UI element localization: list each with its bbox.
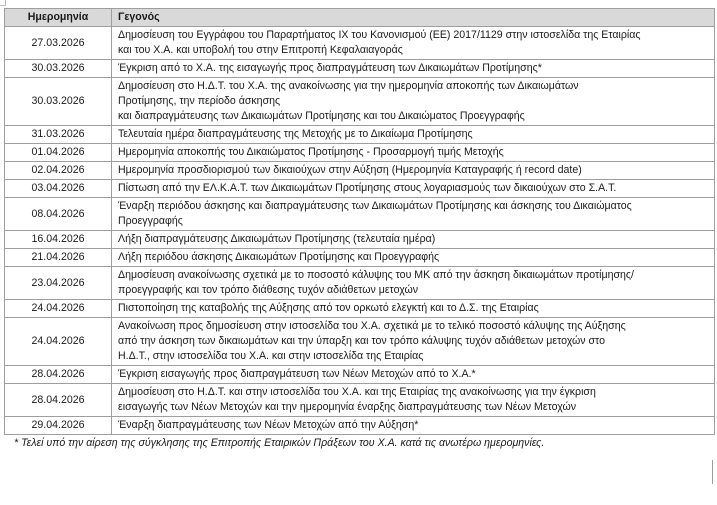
event-line: προεγγραφής και τον τρόπο διάθεσης τυχόν αδιάθετων μετοχών — [118, 284, 419, 296]
table-row — [5, 366, 715, 384]
row-event — [112, 231, 715, 249]
row-date: 23.04.2026 — [5, 267, 112, 300]
table-row — [5, 318, 715, 366]
table-row — [5, 126, 715, 144]
row-event — [112, 267, 715, 300]
row-event — [112, 60, 715, 78]
event-line: Πιστοποίηση της καταβολής της Αύξησης από τον ορκωτό ελεγκτή και το Δ.Σ. της Εταιρίας — [118, 302, 539, 314]
event-line: και διαπραγμάτευσης των Δικαιωμάτων Προτίμησης και του Δικαιώματος Προεγγραφής — [118, 110, 525, 122]
row-date: 29.04.2026 — [5, 417, 112, 435]
timetable-table — [4, 8, 715, 435]
row-event — [112, 27, 715, 60]
event-line: Πίστωση από την ΕΛ.Κ.Α.Τ. των Δικαιωμάτων Προτίμησης στους λογαριασμούς των δικαιούχων στο Σ.Α.Τ. — [118, 182, 617, 194]
row-event — [112, 417, 715, 435]
row-date: 27.03.2026 — [5, 27, 112, 60]
table-body — [5, 27, 715, 435]
table-row — [5, 198, 715, 231]
row-date: 16.04.2026 — [5, 231, 112, 249]
row-event — [112, 300, 715, 318]
table-row — [5, 231, 715, 249]
row-event — [112, 162, 715, 180]
row-date: 28.04.2026 — [5, 384, 112, 417]
header-date: Ημερομηνία — [5, 9, 112, 27]
row-date: 24.04.2026 — [5, 318, 112, 366]
event-line: Τελευταία ημέρα διαπραγμάτευσης της Μετοχής με το Δικαίωμα Προτίμησης — [118, 128, 473, 140]
event-line: Δημοσίευση του Εγγράφου του Παραρτήματος IX του Κανονισμού (ΕΕ) 2017/1129 στην ιστοσελίδα της Εταιρίας — [118, 29, 641, 41]
row-date: 30.03.2026 — [5, 60, 112, 78]
table-row — [5, 78, 715, 126]
header-event: Γεγονός — [112, 9, 715, 27]
row-date: 03.04.2026 — [5, 180, 112, 198]
row-date: 08.04.2026 — [5, 198, 112, 231]
event-line: Έναρξη περιόδου άσκησης και διαπραγμάτευσης των Δικαιωμάτων Προτίμησης και άσκησης του Δικαιώματος — [118, 200, 632, 212]
event-line: Δημοσίευση ανακοίνωσης σχετικά με το ποσοστό κάλυψης του ΜΚ από την άσκηση δικαιωμάτων προτίμησης/ — [118, 269, 634, 281]
event-line: Ημερομηνία αποκοπής του Δικαιώματος Προτίμησης - Προσαρμογή τιμής Μετοχής — [118, 146, 504, 158]
event-line: Ημερομηνία προσδιορισμού των δικαιούχων στην Αύξηση (Ημερομηνία Καταγραφής ή record date) — [118, 164, 582, 176]
event-line: Προεγγραφής — [118, 215, 183, 227]
table-row — [5, 144, 715, 162]
table-row — [5, 249, 715, 267]
event-line: Δημοσίευση στο Η.Δ.Τ. και στην ιστοσελίδα του Χ.Α. και της Εταιρίας της ανακοίνωσης για την έγκριση — [118, 386, 596, 398]
event-line: Λήξη περιόδου άσκησης Δικαιωμάτων Προτίμησης και Προεγγραφής — [118, 251, 440, 263]
table-row — [5, 27, 715, 60]
row-event — [112, 318, 715, 366]
event-line: Έγκριση από το Χ.Α. της εισαγωγής προς διαπραγμάτευση των Δικαιωμάτων Προτίμησης* — [118, 62, 542, 74]
event-line: Έναρξη διαπραγμάτευσης των Νέων Μετοχών από την Αύξηση* — [118, 419, 419, 431]
row-event — [112, 126, 715, 144]
table-row — [5, 384, 715, 417]
row-event — [112, 198, 715, 231]
table-row — [5, 60, 715, 78]
event-line: και του Χ.Α. και υποβολή του στην Επιτροπή Κεφαλαιαγοράς — [118, 44, 403, 56]
row-event — [112, 78, 715, 126]
row-event — [112, 249, 715, 267]
event-line: Η.Δ.Τ., στην ιστοσελίδα του Χ.Α. και στην ιστοσελίδα της Εταιρίας — [118, 350, 424, 362]
row-event — [112, 180, 715, 198]
row-date: 02.04.2026 — [5, 162, 112, 180]
event-line: Έγκριση εισαγωγής προς διαπραγμάτευση των Νέων Μετοχών από το Χ.Α.* — [118, 368, 476, 380]
crop-corner-mark — [0, 0, 6, 6]
table-row — [5, 267, 715, 300]
row-date: 28.04.2026 — [5, 366, 112, 384]
timetable — [4, 8, 714, 449]
table-header-row — [5, 9, 715, 27]
row-date: 21.04.2026 — [5, 249, 112, 267]
row-date: 24.04.2026 — [5, 300, 112, 318]
event-line: Προτίμησης, την περίοδο άσκησης — [118, 95, 281, 107]
event-line: Λήξη διαπραγμάτευσης Δικαιωμάτων Προτίμησης (τελευταία ημέρα) — [118, 233, 436, 245]
row-event — [112, 366, 715, 384]
event-line: από την άσκηση των δικαιωμάτων και την ύπαρξη και τον τρόπο κάλυψης τυχόν αδιάθετων μετοχών στο — [118, 335, 605, 347]
row-date: 30.03.2026 — [5, 78, 112, 126]
event-line: Δημοσίευση στο Η.Δ.Τ. του Χ.Α. της ανακοίνωσης για την ημερομηνία αποκοπής των Δικαιωμάτων — [118, 80, 579, 92]
row-event — [112, 384, 715, 417]
table-row — [5, 300, 715, 318]
event-line: Ανακοίνωση προς δημοσίευση στην ιστοσελίδα του Χ.Α. σχετικά με το τελικό ποσοστό κάλυψης της Αύξησης — [118, 320, 626, 332]
row-date: 01.04.2026 — [5, 144, 112, 162]
row-date: 31.03.2026 — [5, 126, 112, 144]
page-edge-line — [712, 460, 713, 484]
table-row — [5, 417, 715, 435]
row-event — [112, 144, 715, 162]
footnote: * Τελεί υπό την αίρεση της σύγκλησης της Επιτροπής Εταιρικών Πράξεων του Χ.Α. κατά τις ανωτέρω ημερομηνίες. — [14, 437, 545, 449]
event-line: εισαγωγής των Νέων Μετοχών και την ημερομηνία έναρξης διαπραγμάτευσης των Νέων Μετοχών — [118, 401, 577, 413]
table-row — [5, 162, 715, 180]
table-row — [5, 180, 715, 198]
